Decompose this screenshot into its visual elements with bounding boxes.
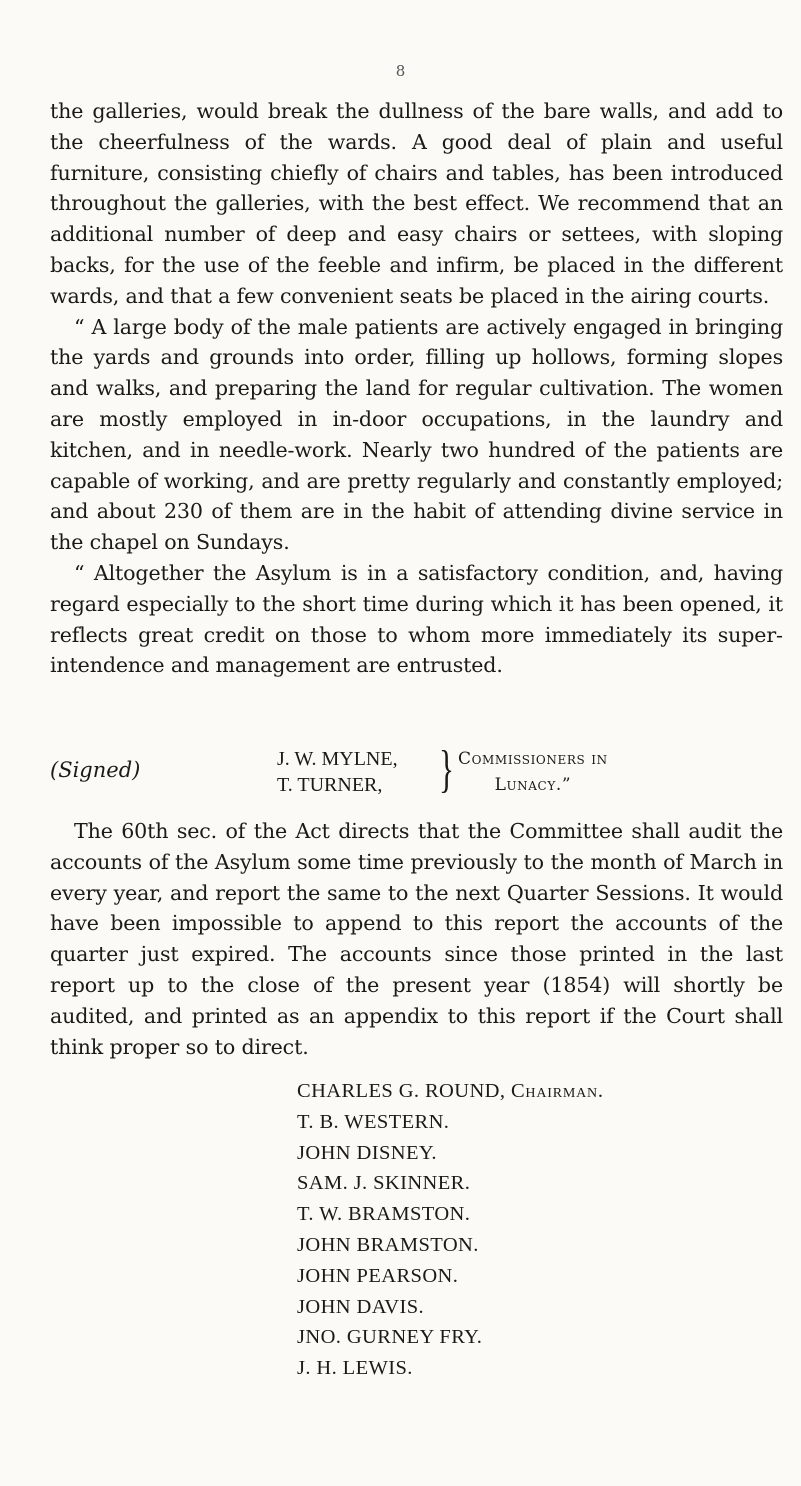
committee-member: J. H. LEWIS. [297,1357,413,1380]
paragraph-galleries: the galleries, would break the dullness of the bare walls, and add to the cheerfulness of the wards. A good deal of plain and useful furniture, consisting chiefly of chairs and tables, has been introduced throughout the galleries, with the best effect. We recommend that an additional number of deep and easy chairs or settees, with sloping backs, for the use of the feeble and infirm, be placed in the different wards, and that a few convenient seats be placed in the airing courts. [50,99,783,308]
committee-member: SAM. J. SKINNER. [297,1172,471,1195]
committee-member: JNO. GURNEY FRY. [297,1326,483,1349]
page-number: 8 [395,62,406,80]
committee-member: JOHN DAVIS. [297,1295,425,1318]
audit-section [50,816,783,1062]
signed-label: (Signed) [50,758,141,782]
signer-name: J. W. MYLNE, [277,748,398,770]
signer-name: T. TURNER, [277,774,383,796]
chairman-name: CHARLES G. ROUND, [297,1080,506,1102]
report-body [50,96,783,681]
chairman-line [297,1076,604,1107]
commissioners-signature [50,742,783,806]
paragraph-male-patients: “ A large body of the male patients are actively engaged in bringing the yards and grounds into order, filling up hollows, forming slopes and walks, and preparing the land for regular cultivation. The women are mostly employed in in-door occupations, in the laundry and kitchen, and in needle-work. Nearly two hundred of the patients are capable of working, and are pretty regularly and constantly employed; and about 230 of them are in the habit of attending divine service in the chapel on Sundays. [50,314,783,555]
committee-member: T. B. WESTERN. [297,1110,450,1133]
commissioners-title-line: Commissioners in [458,749,608,769]
paragraph-audit: The 60th sec. of the Act directs that the Committee shall audit the accounts of the Asylum some time previously to the month of March in every year, and report the same to the next Quarter Sessions. It would have been impossible to append to this report the accounts of the quarter just expired. The accounts since those printed in the last report up to the close of the present year (1854) will shortly be audited, and printed as an appendix to this report if the Court shall think proper so to direct. [50,819,783,1059]
committee-signatures [297,1076,604,1384]
commissioners-title-line: Lunacy.” [494,775,572,795]
chairman-title: Chairman. [510,1080,604,1102]
signature-brace: } [438,741,454,798]
committee-member: JOHN BRAMSTON. [297,1233,479,1256]
signer-names [277,746,398,798]
committee-member: T. W. BRAMSTON. [297,1203,471,1226]
committee-member: JOHN PEARSON. [297,1264,459,1287]
commissioners-title [458,746,608,798]
paragraph-asylum-condition: “ Altogether the Asylum is in a satisfactory condition, and, having regard especially to the short time during which it has been opened, it reflects great credit on those to whom more immediately its superintendence and management are entrusted. [50,560,783,678]
committee-member: JOHN DISNEY. [297,1141,437,1164]
